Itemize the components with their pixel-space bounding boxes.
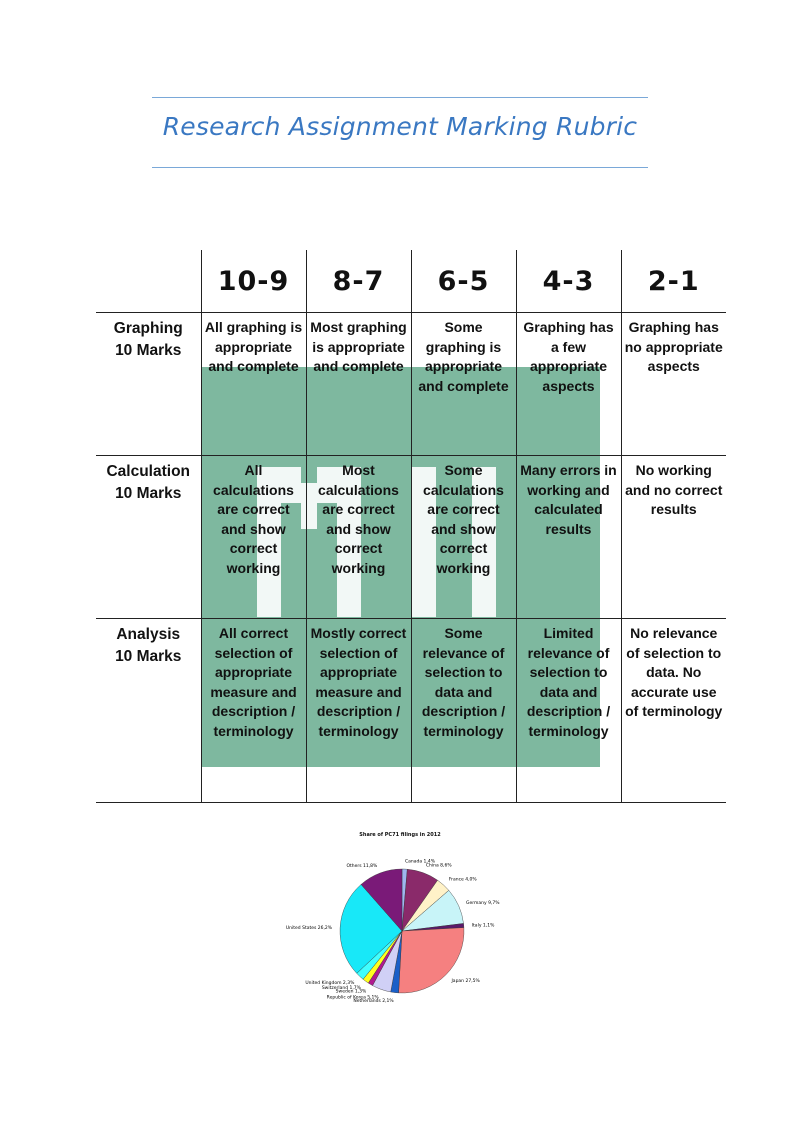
pie-chart bbox=[280, 832, 520, 1022]
rubric-header-cell: 10-9 bbox=[201, 250, 306, 313]
rubric-cell: Many errors in working and calculated results bbox=[516, 456, 621, 619]
rubric-header-cell bbox=[96, 250, 201, 313]
rubric-cell: Most graphing is appropriate and complete bbox=[306, 313, 411, 456]
rubric-cell: Some relevance of selection to data and description / terminology bbox=[411, 619, 516, 803]
pie-svg bbox=[280, 832, 520, 1022]
rubric-cell: Mostly correct selection of appropriate measure and description / terminology bbox=[306, 619, 411, 803]
pie-slice-label: Japan 27,5% bbox=[451, 978, 480, 984]
page-title: Research Assignment Marking Rubric bbox=[162, 112, 638, 141]
rubric-header-cell: 6-5 bbox=[411, 250, 516, 313]
rubric-header-cell: 2-1 bbox=[621, 250, 726, 313]
rubric-row-calculation bbox=[96, 456, 726, 619]
pie-slice-label: Republic of Korea 5,1% bbox=[326, 995, 379, 1001]
pie-slice-label: China 8,6% bbox=[425, 863, 452, 869]
pie-slice-label: Others 11,8% bbox=[346, 864, 378, 870]
rubric-header-cell: 4-3 bbox=[516, 250, 621, 313]
rubric-cell: All graphing is appropriate and complete bbox=[201, 313, 306, 456]
rubric-cell: All calculations are correct and show correct working bbox=[201, 456, 306, 619]
pie-slice-label: Germany 9,7% bbox=[465, 901, 500, 907]
rubric-table bbox=[96, 250, 726, 803]
rubric-cell: All correct selection of appropriate measure and description / terminology bbox=[201, 619, 306, 803]
rubric-cell: No working and no correct results bbox=[621, 456, 726, 619]
title-top-rule bbox=[152, 97, 648, 98]
title-bottom-rule bbox=[152, 167, 648, 168]
pie-slice-label: Sweden 1,3% bbox=[335, 989, 367, 995]
chart-title: Share of PC71 filings in 2012 bbox=[359, 832, 441, 838]
rubric-header-cell: 8-7 bbox=[306, 250, 411, 313]
rubric-cell: Limited relevance of selection to data and description / terminology bbox=[516, 619, 621, 803]
rubric-row-graphing bbox=[96, 313, 726, 456]
rubric-header-row bbox=[96, 250, 726, 313]
pie-slice-label: Switzerland 1,7% bbox=[321, 986, 361, 992]
criterion-cell: Calculation 10 Marks bbox=[96, 456, 201, 619]
pie-slice-label: Italy 1,1% bbox=[471, 923, 495, 929]
rubric-cell: Graphing has a few appropriate aspects bbox=[516, 313, 621, 456]
rubric-row-analysis bbox=[96, 619, 726, 803]
pie-slice-label: Canada 1,4% bbox=[404, 859, 435, 865]
pie-slice-label: United States 26,2% bbox=[285, 926, 333, 932]
rubric-cell: Most calculations are correct and show correct working bbox=[306, 456, 411, 619]
rubric-cell: Some calculations are correct and show correct working bbox=[411, 456, 516, 619]
pie-slice-label: Netherlands 2,1% bbox=[353, 999, 394, 1005]
criterion-cell: Graphing 10 Marks bbox=[96, 313, 201, 456]
rubric-cell: Graphing has no appropriate aspects bbox=[621, 313, 726, 456]
criterion-cell: Analysis 10 Marks bbox=[96, 619, 201, 803]
rubric-cell: No relevance of selection to data. No accurate use of terminology bbox=[621, 619, 726, 803]
rubric-cell: Some graphing is appropriate and complete bbox=[411, 313, 516, 456]
pie-slice-label: France 4,0% bbox=[448, 877, 477, 883]
pie-slice-label: United Kingdom 2,3% bbox=[305, 980, 355, 986]
